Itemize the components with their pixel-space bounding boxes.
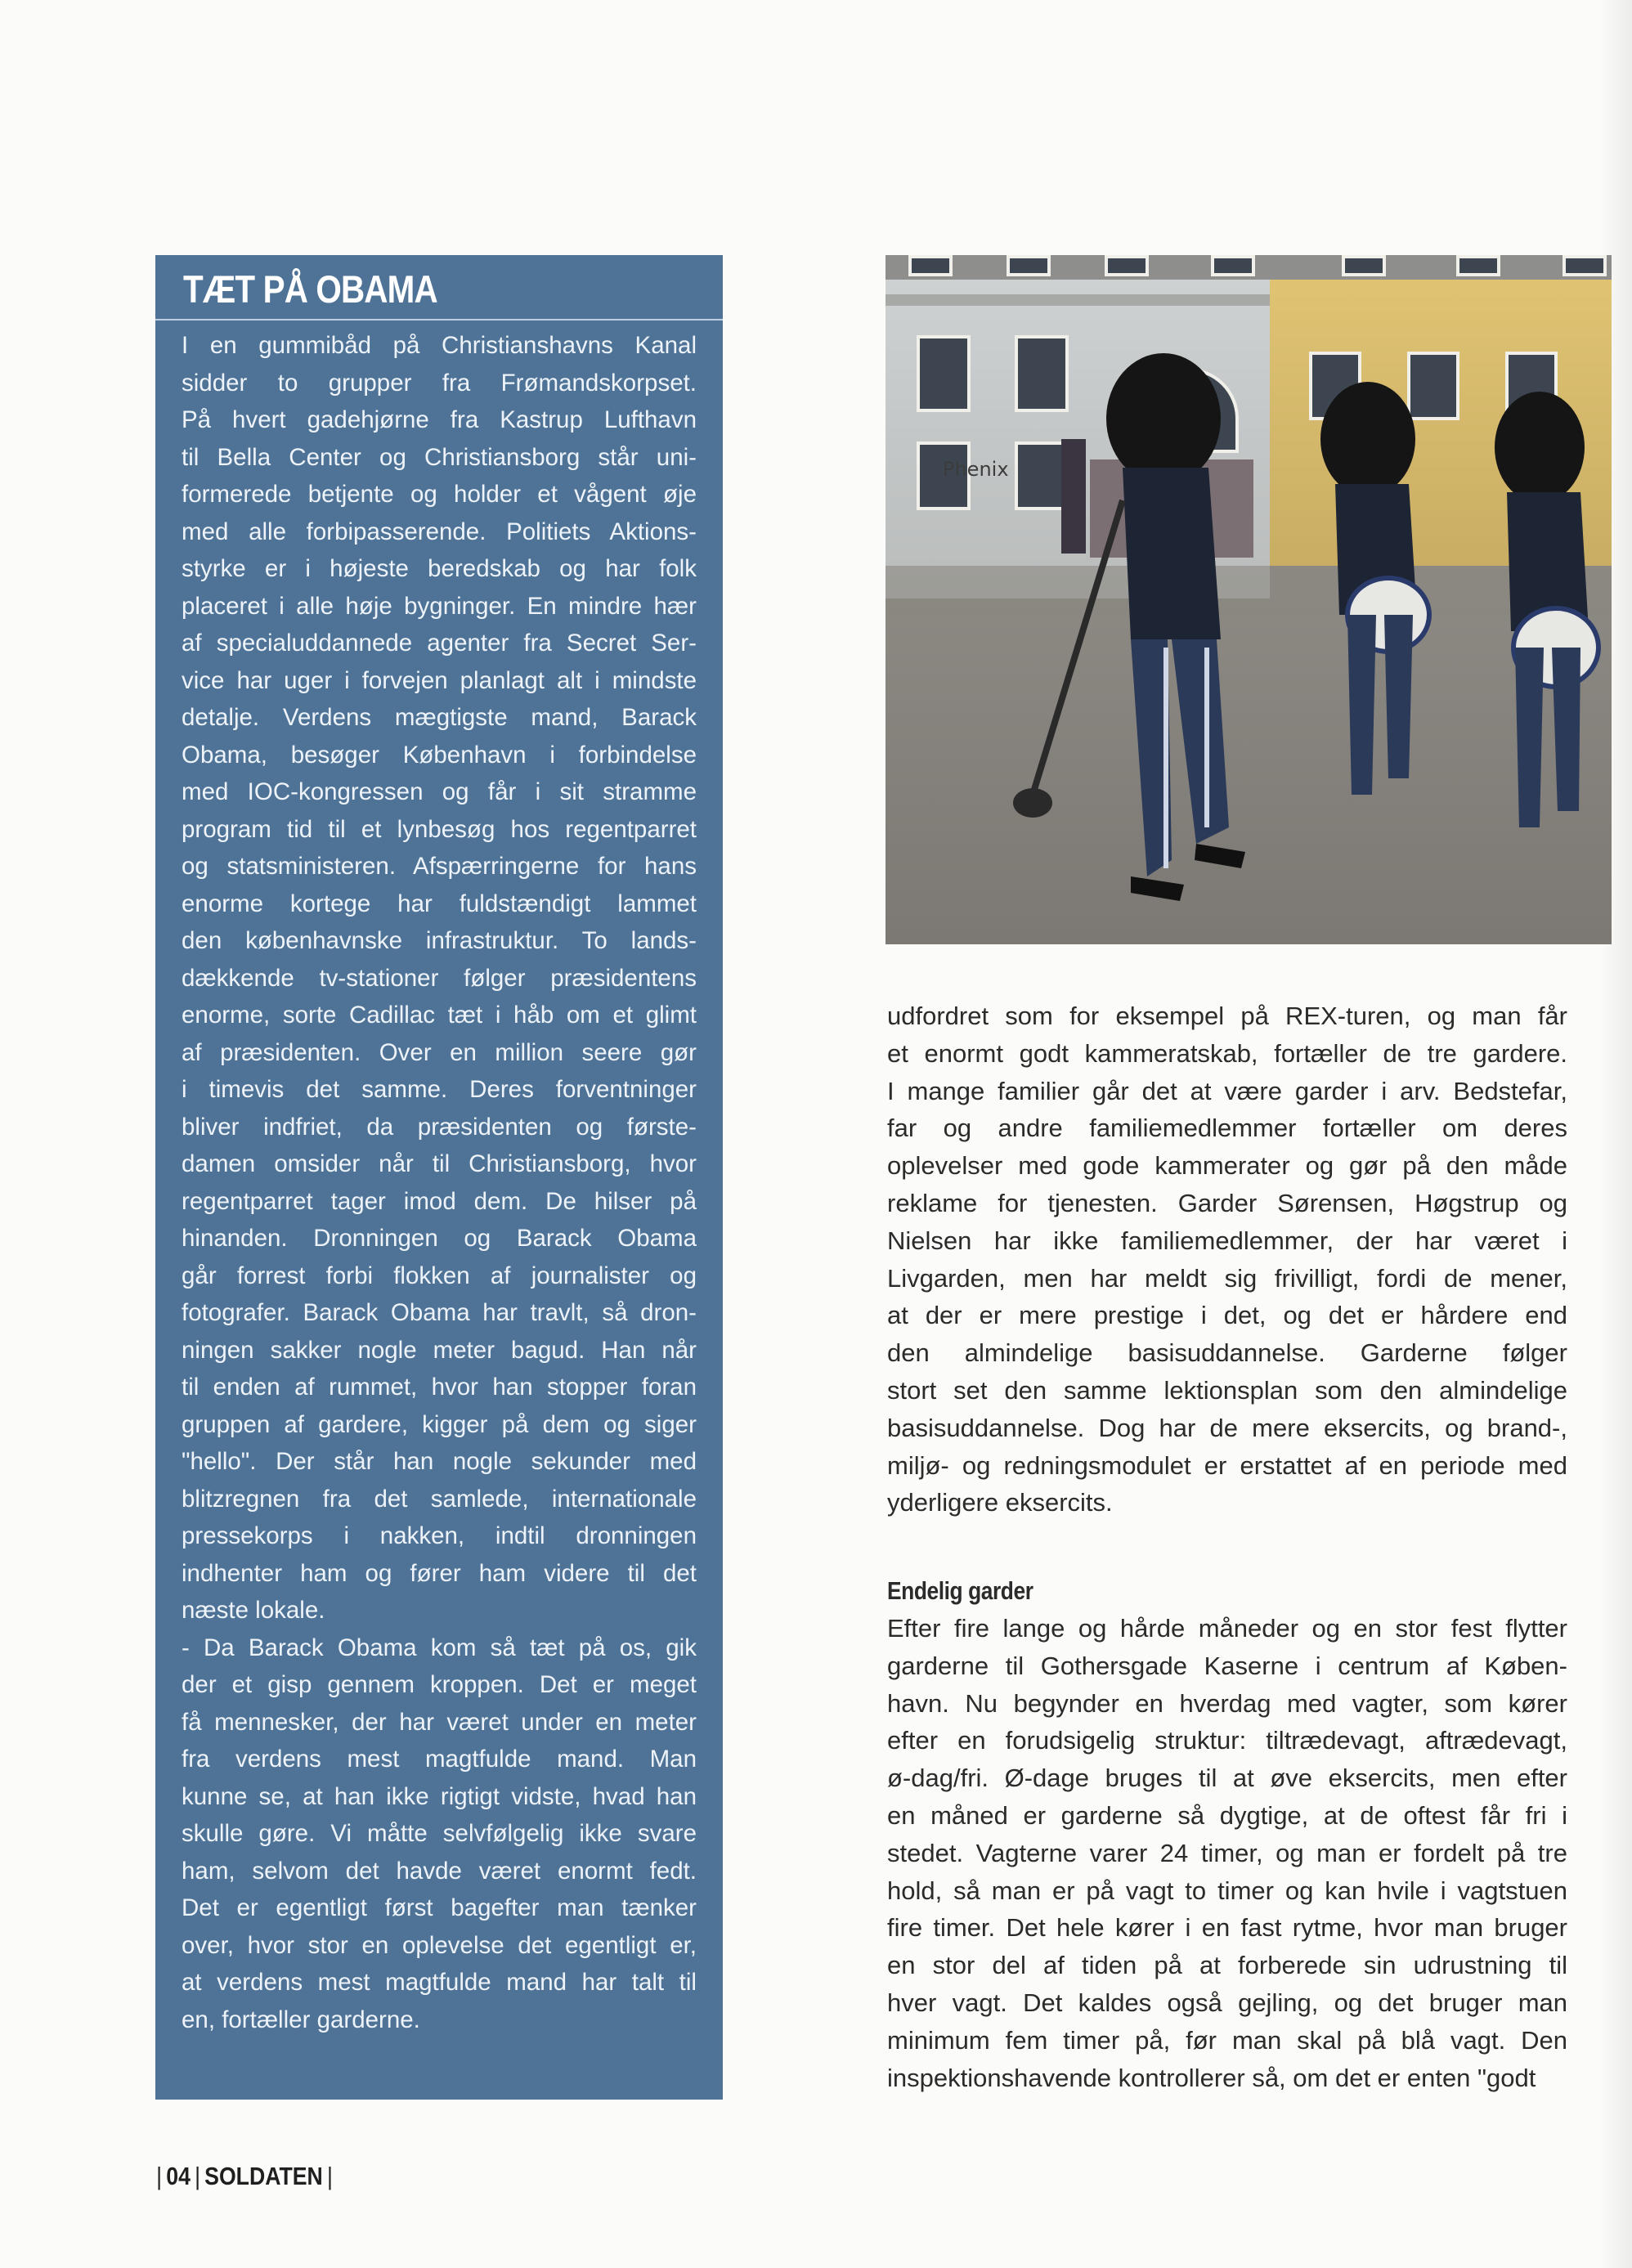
text-line: hold, så man er på vagt to timer og kan hvile i vagtstuen [887, 1876, 1567, 1905]
sidebar-body-text [182, 327, 697, 2038]
page-number: 04 [166, 2162, 191, 2190]
text-line: Obama, besøger København i forbindelse [182, 741, 697, 769]
text-line: at verdens mest magtfulde mand har talt til [182, 1969, 697, 1996]
text-line: fra verdens mest magtfulde mand. Man [182, 1746, 697, 1773]
text-line: bliver indfriet, da præsidenten og første- [182, 1113, 697, 1141]
text-line: gruppen af gardere, kigger på dem og siger [182, 1410, 697, 1438]
text-line: efter en forudsigelig struktur: tiltrædevagt, aftrædevagt, [887, 1726, 1567, 1755]
text-line: detalje. Verdens mægtigste mand, Barack [182, 704, 697, 731]
text-line: yderligere eksercits. [887, 1488, 1113, 1517]
text-line: går forrest forbi flokken af journalister og [182, 1262, 697, 1289]
text-line: ø-dag/fri. Ø-dage bruges til at øve eksercits, men efter [887, 1764, 1567, 1793]
text-line: ham, selvom det havde været enormt fedt. [182, 1857, 697, 1885]
text-line: På hvert gadehjørne fra Kastrup Lufthavn [182, 406, 697, 433]
text-line: sidder to grupper fra Frømandskorpset. [182, 369, 697, 397]
text-line: inspektionshavende kontrollerer så, om det er enten "godt [887, 2063, 1536, 2092]
text-line: garderne til Gothersgade Kaserne i centrum af Køben- [887, 1651, 1567, 1680]
text-line: den almindelige basisuddannelse. Garderne følger [887, 1338, 1567, 1368]
text-line: en, fortæller garderne. [182, 2006, 420, 2033]
text-line: vice har uger i forvejen planlagt alt i mindste [182, 666, 697, 694]
text-line: havn. Nu begynder en hverdag med vagter, som kører [887, 1688, 1567, 1718]
text-line: damen omsider når til Christiansborg, hvor [182, 1150, 697, 1177]
text-line: - Da Barack Obama kom så tæt på os, gik [182, 1634, 697, 1661]
text-line: program tid til et lynbesøg hos regentparret [182, 815, 697, 843]
text-line: der et gisp gennem kroppen. Det er meget [182, 1671, 697, 1698]
text-line: Livgarden, men har meldt sig frivilligt, fordi de mener, [887, 1263, 1567, 1293]
text-line: placeret i alle høje bygninger. En mindre hær [182, 592, 697, 620]
text-line: Nielsen har ikke familiemedlemmer, der har været i [887, 1226, 1567, 1255]
text-line: Det er egentligt først bagefter man tænker [182, 1894, 697, 1921]
text-line: af specialuddannede agenter fra Secret Ser- [182, 630, 697, 657]
text-line: miljø- og redningsmodulet er erstattet af en periode med [887, 1450, 1567, 1480]
main-article-column [887, 997, 1567, 2096]
sidebar-box [155, 255, 723, 2100]
photo-illustration [885, 255, 1612, 944]
text-line: regentparret tager imod dem. De hilser på [182, 1187, 697, 1215]
shop-sign: Phenix [943, 458, 1009, 481]
text-line: i timevis det samme. Deres forventninger [182, 1076, 697, 1103]
text-line: Efter fire lange og hårde måneder og en stor fest flytter [887, 1613, 1567, 1643]
article-paragraph-1 [887, 997, 1567, 1522]
text-line: og statsministeren. Afspærringerne for hans [182, 853, 697, 880]
text-line: en måned er garderne så dygtige, at de oftest får fri i [887, 1800, 1567, 1830]
text-line: et enormt godt kammeratskab, fortæller de tre gardere. [887, 1038, 1567, 1068]
text-line: en stor del af tiden på at forberede sin udrustning til [887, 1951, 1567, 1980]
sidebar-divider [155, 319, 723, 320]
text-line: I en gummibåd på Christianshavns Kanal [182, 332, 697, 359]
text-line: fire timer. Det hele kører i en fast rytme, hvor man bruger [887, 1913, 1567, 1943]
text-line: ningen sakker nogle meter bagud. Han når [182, 1336, 697, 1364]
text-line: hinanden. Dronningen og Barack Obama [182, 1225, 697, 1252]
text-line: få mennesker, der har været under en meter [182, 1708, 697, 1736]
footer-separator: | [326, 2162, 333, 2190]
text-line: pressekorps i nakken, indtil dronningen [182, 1522, 697, 1549]
text-line: med IOC-kongressen og får i sit stramme [182, 778, 697, 805]
magazine-name: SOLDATEN [204, 2162, 323, 2190]
article-paragraph-2 [887, 1610, 1567, 2096]
guards-parade-photo [885, 255, 1612, 944]
text-line: dækkende tv-stationer følger præsidentens [182, 964, 697, 992]
sidebar-title: TÆT PÅ OBAMA [183, 267, 437, 311]
text-line: til Bella Center og Christiansborg står uni- [182, 443, 697, 471]
text-line: far og andre familiemedlemmer fortæller om deres [887, 1114, 1567, 1143]
text-line: kunne se, at han ikke rigtigt vidste, hvad han [182, 1782, 697, 1810]
footer-separator: | [195, 2162, 201, 2190]
text-line: reklame for tjenesten. Garder Sørensen, Høgstrup og [887, 1188, 1567, 1217]
text-line: af præsidenten. Over en million seere gør [182, 1038, 697, 1066]
text-line: stedet. Vagterne varer 24 timer, og man er fordelt på tre [887, 1838, 1567, 1867]
text-line: styrke er i højeste beredskab og har folk [182, 555, 697, 582]
text-line: I mange familier går det at være garder i arv. Bedstefar, [887, 1076, 1567, 1105]
text-line: basisuddannelse. Dog har de mere eksercits, og brand-, [887, 1413, 1567, 1442]
text-line: enorme kortege har fuldstændigt lammet [182, 890, 697, 917]
text-line: "hello". Der står han nogle sekunder med [182, 1448, 697, 1475]
text-line: fotografer. Barack Obama har travlt, så dron- [182, 1299, 697, 1326]
text-line: indhenter ham og fører ham videre til det [182, 1559, 697, 1587]
text-line: næste lokale. [182, 1597, 325, 1624]
section-heading: Endelig garder [887, 1576, 1033, 1606]
page-footer [152, 2162, 337, 2191]
text-line: formerede betjente og holder et vågent øje [182, 481, 697, 508]
text-line: stort set den samme lektionsplan som den almindelige [887, 1375, 1567, 1405]
text-line: udfordret som for eksempel på REX-turen, og man får [887, 1002, 1567, 1030]
text-line: med alle forbipasserende. Politiets Aktions- [182, 518, 697, 545]
text-line: blitzregnen fra det samlede, internationale [182, 1485, 697, 1513]
text-line: skulle gøre. Vi måtte selvfølgelig ikke svare [182, 1820, 697, 1847]
text-line: minimum fem timer på, før man skal på blå vagt. Den [887, 2025, 1567, 2055]
text-line: over, hvor stor en oplevelse det egentligt er, [182, 1931, 697, 1959]
text-line: til enden af rummet, hvor han stopper foran [182, 1374, 697, 1401]
text-line: hver vagt. Det kaldes også gejling, og det bruger man [887, 1988, 1567, 2017]
text-line: oplevelser med gode kammerater og gør på den måde [887, 1151, 1567, 1181]
text-line: den københavnske infrastruktur. To lands- [182, 927, 697, 954]
text-line: at der er mere prestige i det, og det er hårdere end [887, 1301, 1567, 1330]
footer-separator: | [156, 2162, 163, 2190]
text-line: enorme, sorte Cadillac tæt i håb om et glimt [182, 1002, 697, 1029]
